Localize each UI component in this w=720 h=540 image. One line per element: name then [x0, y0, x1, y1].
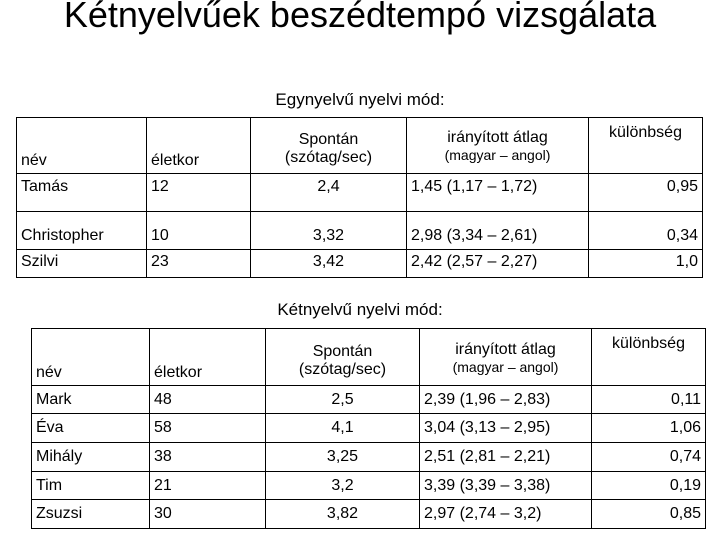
table-row: [32, 414, 706, 443]
table-row: [17, 174, 703, 212]
cell-name: Christopher: [17, 212, 147, 250]
cell-directed: 3,39 (3,39 – 3,38): [420, 472, 592, 500]
page-title: Kétnyelvűek beszédtempó vizsgálata: [63, 0, 657, 35]
col-header-directed-label: irányított átlag: [455, 341, 556, 358]
table1-caption: Egynyelvű nyelvi mód:: [275, 90, 445, 109]
table-row: [17, 212, 703, 250]
cell-age: 58: [150, 414, 266, 443]
cell-directed: 1,45 (1,17 – 1,72): [407, 174, 589, 212]
cell-difference: 0,85: [592, 500, 706, 529]
col-header-spontaneous: [266, 329, 420, 386]
cell-difference: 1,06: [592, 414, 706, 443]
table-header-row: [32, 329, 706, 386]
cell-age: 21: [150, 472, 266, 500]
cell-difference: 0,95: [589, 174, 703, 212]
col-header-difference: különbség: [592, 329, 706, 386]
cell-difference: 0,34: [589, 212, 703, 250]
cell-name: Szilvi: [17, 250, 147, 278]
col-header-spontaneous: [251, 118, 407, 174]
cell-difference: 0,11: [592, 386, 706, 414]
table-row: [17, 250, 703, 278]
cell-directed: 2,39 (1,96 – 2,83): [420, 386, 592, 414]
cell-name: Éva: [32, 414, 150, 443]
cell-directed: 2,98 (3,34 – 2,61): [407, 212, 589, 250]
table-row: [32, 386, 706, 414]
table-header-row: [17, 118, 703, 174]
table-row: [32, 443, 706, 472]
col-header-age: életkor: [147, 118, 251, 174]
cell-difference: 0,19: [592, 472, 706, 500]
col-header-spontaneous-label: Spontán: [312, 343, 373, 360]
table-row: [32, 472, 706, 500]
table-monolingual: [16, 117, 703, 278]
col-header-spontaneous-unit: (szótag/sec): [298, 361, 387, 378]
cell-name: Tamás: [17, 174, 147, 212]
cell-spontaneous: 4,1: [266, 414, 420, 443]
cell-spontaneous: 2,4: [251, 174, 407, 212]
col-header-directed: [420, 329, 592, 386]
col-header-directed-sub: (magyar – angol): [452, 359, 559, 375]
cell-spontaneous: 3,42: [251, 250, 407, 278]
cell-age: 38: [150, 443, 266, 472]
cell-spontaneous: 3,25: [266, 443, 420, 472]
cell-spontaneous: 3,82: [266, 500, 420, 529]
cell-age: 30: [150, 500, 266, 529]
col-header-name: név: [32, 329, 150, 386]
cell-age: 23: [147, 250, 251, 278]
col-header-directed-sub: (magyar – angol): [444, 147, 551, 163]
cell-spontaneous: 3,32: [251, 212, 407, 250]
cell-name: Mihály: [32, 443, 150, 472]
col-header-name: név: [17, 118, 147, 174]
cell-directed: 3,04 (3,13 – 2,95): [420, 414, 592, 443]
cell-directed: 2,51 (2,81 – 2,21): [420, 443, 592, 472]
col-header-spontaneous-unit: (szótag/sec): [284, 149, 373, 166]
cell-age: 12: [147, 174, 251, 212]
cell-spontaneous: 2,5: [266, 386, 420, 414]
table2-caption: Kétnyelvű nyelvi mód:: [277, 300, 443, 319]
cell-name: Tim: [32, 472, 150, 500]
table-row: [32, 500, 706, 529]
cell-directed: 2,97 (2,74 – 3,2): [420, 500, 592, 529]
col-header-spontaneous-label: Spontán: [298, 131, 359, 148]
col-header-directed: [407, 118, 589, 174]
cell-spontaneous: 3,2: [266, 472, 420, 500]
cell-name: Zsuzsi: [32, 500, 150, 529]
cell-age: 10: [147, 212, 251, 250]
cell-difference: 1,0: [589, 250, 703, 278]
cell-age: 48: [150, 386, 266, 414]
table-bilingual: [31, 328, 706, 529]
col-header-age: életkor: [150, 329, 266, 386]
col-header-directed-label: irányított átlag: [447, 129, 548, 146]
col-header-difference: különbség: [589, 118, 703, 174]
cell-directed: 2,42 (2,57 – 2,27): [407, 250, 589, 278]
cell-name: Mark: [32, 386, 150, 414]
cell-difference: 0,74: [592, 443, 706, 472]
